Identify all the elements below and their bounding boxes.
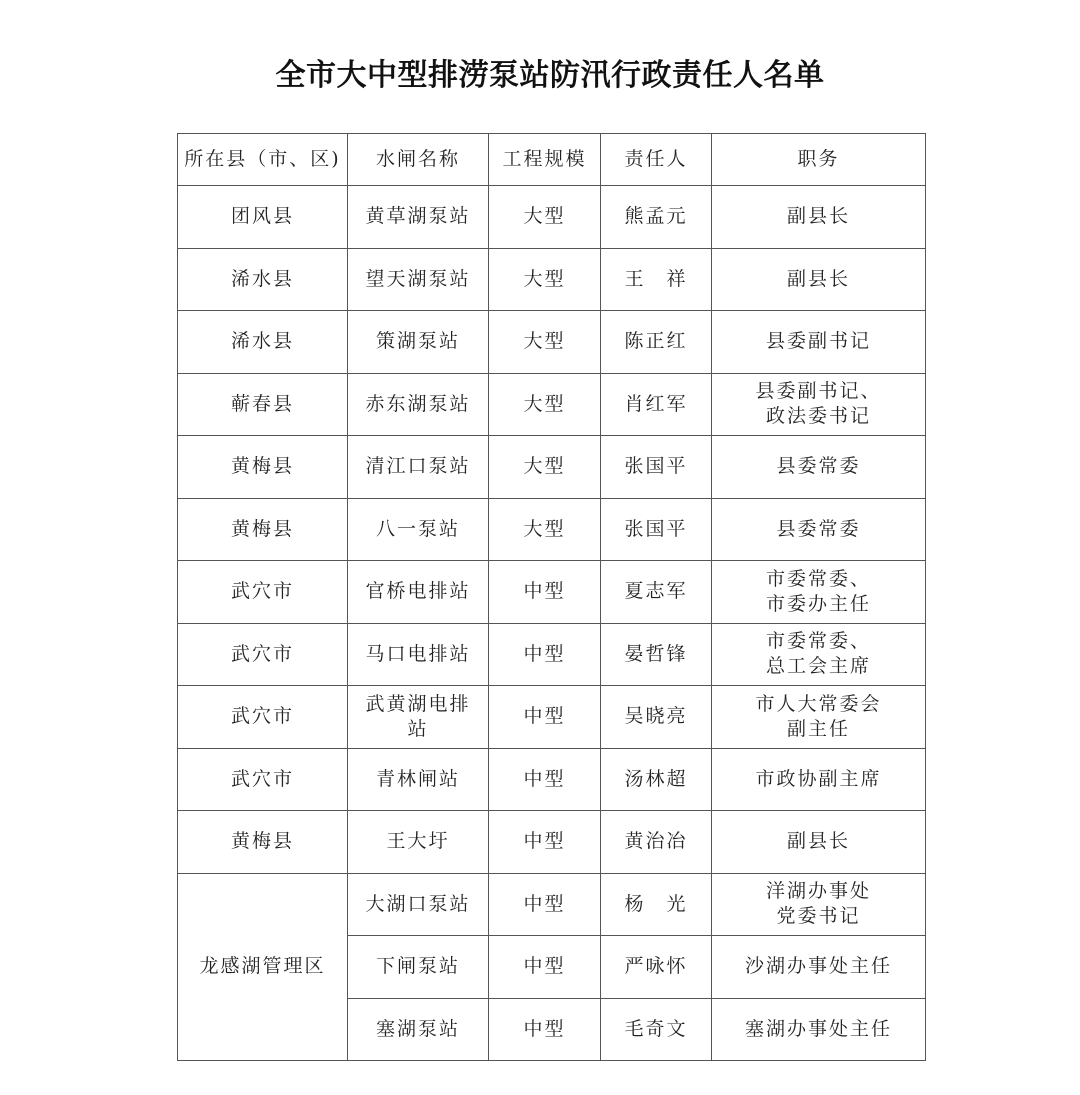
position-line: 总工会主席 [765,655,871,678]
table-row [178,498,926,561]
station-line: 武黄湖电排 [365,692,471,715]
cell-station [348,373,489,436]
cell-scale: 中型 [489,873,601,936]
cell-scale: 中型 [489,748,601,811]
cell-scale: 中型 [489,811,601,874]
header-county: 所在县（市、区) [178,134,348,186]
cell-county: 龙感湖管理区 [178,873,348,1061]
position-line: 县委副书记、 [755,380,882,403]
table-row [178,561,926,624]
position-line: 沙湖办事处主任 [744,955,892,978]
cell-position [712,686,926,749]
table-row [178,186,926,249]
cell-county: 浠水县 [178,248,348,311]
table-row [178,248,926,311]
cell-person: 吴晓亮 [601,686,712,749]
table-row [178,748,926,811]
cell-station [348,561,489,624]
cell-person: 黄治冶 [601,811,712,874]
position-line: 副县长 [786,205,850,228]
cell-position [712,936,926,999]
cell-person: 熊孟元 [601,186,712,249]
position-line: 党委书记 [776,905,861,928]
cell-person: 肖红军 [601,373,712,436]
cell-station [348,623,489,686]
cell-person: 汤林超 [601,748,712,811]
table-header-row [178,134,926,186]
position-line: 县委常委 [776,517,861,540]
document-title: 全市大中型排涝泵站防汛行政责任人名单 [275,58,825,93]
cell-person: 陈正红 [601,311,712,374]
cell-scale: 中型 [489,561,601,624]
cell-station [348,186,489,249]
cell-person: 晏哲锋 [601,623,712,686]
position-line: 市委办主任 [765,592,871,615]
cell-person: 张国平 [601,436,712,499]
cell-county: 黄梅县 [178,811,348,874]
cell-person: 张国平 [601,498,712,561]
table-row [178,436,926,499]
position-line: 市委常委、 [765,567,871,590]
cell-position [712,498,926,561]
header-scale: 工程规模 [489,134,601,186]
table-row [178,873,926,936]
table-row [178,811,926,874]
cell-person: 王 祥 [601,248,712,311]
cell-position [712,311,926,374]
station-line: 赤东湖泵站 [365,392,471,415]
cell-county: 武穴市 [178,623,348,686]
cell-position [712,248,926,311]
station-line: 八一泵站 [375,517,460,540]
cell-scale: 大型 [489,186,601,249]
position-line: 县委副书记 [765,330,871,353]
position-line: 县委常委 [776,455,861,478]
station-line: 马口电排站 [365,642,471,665]
station-line: 下闸泵站 [375,955,460,978]
cell-county: 黄梅县 [178,498,348,561]
header-position: 职务 [712,134,926,186]
cell-station [348,936,489,999]
cell-county: 武穴市 [178,748,348,811]
cell-scale: 中型 [489,623,601,686]
cell-station [348,748,489,811]
cell-person: 严咏怀 [601,936,712,999]
position-line: 副主任 [786,717,850,740]
cell-scale: 大型 [489,436,601,499]
cell-person: 杨 光 [601,873,712,936]
cell-station [348,811,489,874]
cell-position [712,186,926,249]
position-line: 副县长 [786,830,850,853]
cell-person: 毛奇文 [601,998,712,1061]
position-line: 洋湖办事处 [765,880,871,903]
cell-county: 蕲春县 [178,373,348,436]
cell-station [348,436,489,499]
station-line: 大湖口泵站 [365,892,471,915]
cell-county: 团风县 [178,186,348,249]
cell-scale: 中型 [489,686,601,749]
cell-scale: 中型 [489,998,601,1061]
station-line: 官桥电排站 [365,580,471,603]
cell-position [712,873,926,936]
cell-station [348,311,489,374]
cell-position [712,436,926,499]
station-line: 黄草湖泵站 [365,205,471,228]
cell-county: 黄梅县 [178,436,348,499]
cell-position [712,998,926,1061]
cell-person: 夏志军 [601,561,712,624]
cell-county: 浠水县 [178,311,348,374]
header-station: 水闸名称 [348,134,489,186]
cell-scale: 中型 [489,936,601,999]
header-person: 责任人 [601,134,712,186]
cell-position [712,748,926,811]
table-row [178,623,926,686]
table-row [178,373,926,436]
station-line: 站 [407,717,429,740]
station-line: 清江口泵站 [365,455,471,478]
cell-scale: 大型 [489,373,601,436]
cell-station [348,686,489,749]
responsibility-table [177,133,926,1061]
station-line: 王大圩 [386,830,450,853]
station-line: 塞湖泵站 [375,1017,460,1040]
cell-station [348,873,489,936]
cell-position [712,373,926,436]
position-line: 政法委书记 [765,405,871,428]
position-line: 塞湖办事处主任 [744,1017,892,1040]
cell-position [712,623,926,686]
cell-county: 武穴市 [178,561,348,624]
station-line: 青林闸站 [375,767,460,790]
cell-scale: 大型 [489,311,601,374]
position-line: 市人大常委会 [755,692,882,715]
cell-scale: 大型 [489,248,601,311]
station-line: 策湖泵站 [375,330,460,353]
cell-scale: 大型 [489,498,601,561]
position-line: 市委常委、 [765,630,871,653]
station-line: 望天湖泵站 [365,267,471,290]
position-line: 副县长 [786,267,850,290]
position-line: 市政协副主席 [755,767,882,790]
cell-station [348,248,489,311]
cell-county: 武穴市 [178,686,348,749]
table-row [178,311,926,374]
cell-station [348,998,489,1061]
table-body [178,186,926,1061]
cell-position [712,561,926,624]
cell-station [348,498,489,561]
table-row [178,686,926,749]
cell-position [712,811,926,874]
